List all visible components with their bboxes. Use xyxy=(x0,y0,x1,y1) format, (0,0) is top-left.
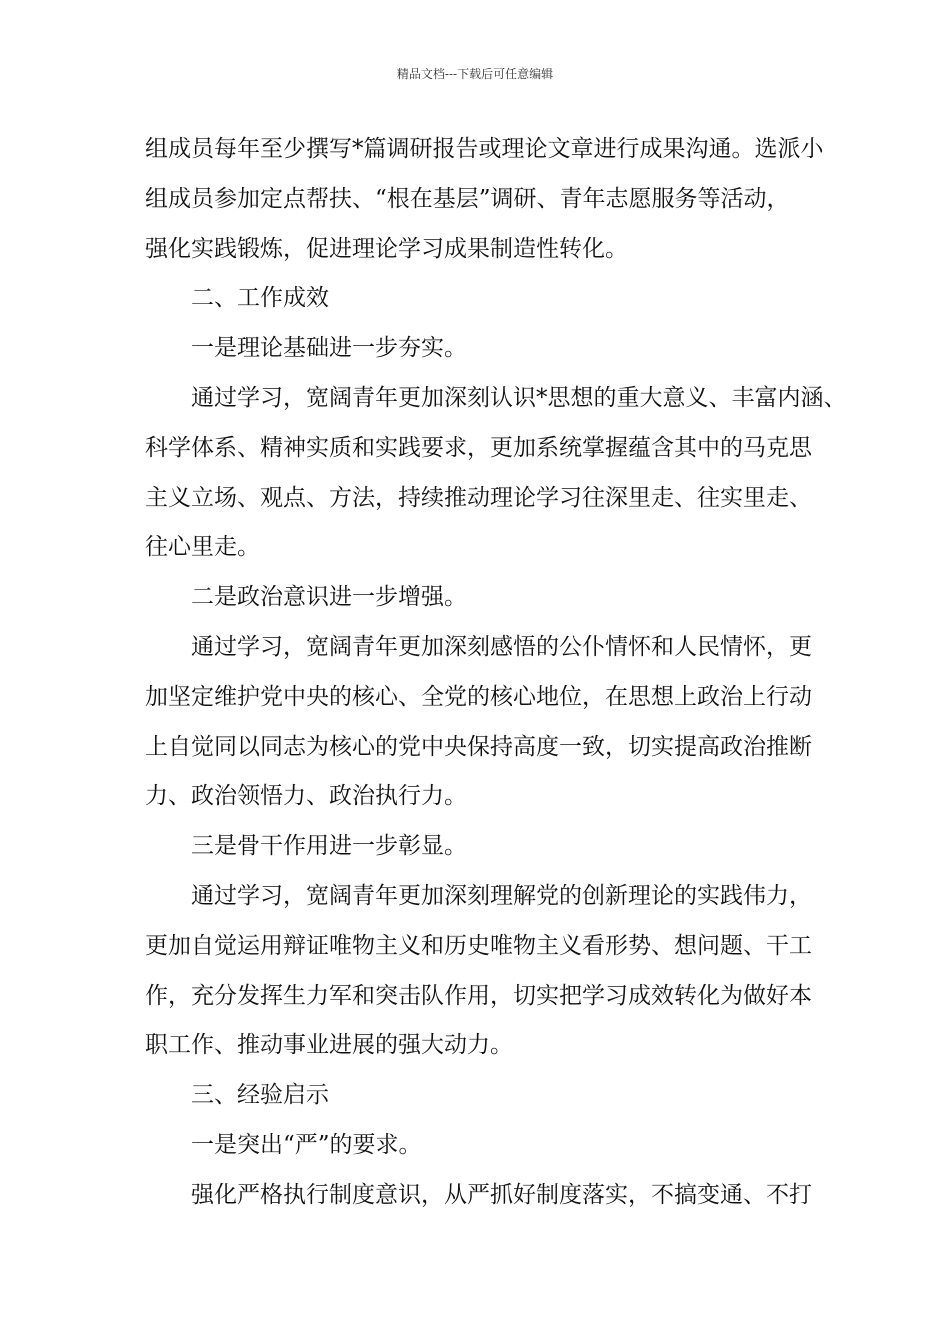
text-line: 通过学习，宽阔青年更加深刻认识*思想的重大意义、丰富内涵、 xyxy=(191,384,847,411)
text-line: 三是骨干作用进一步彰显。 xyxy=(191,833,467,860)
page-header: 精品文档---下载后可任意编辑 xyxy=(396,67,554,81)
text-line: 加坚定维护党中央的核心、全党的核心地位，在思想上政治上行动 xyxy=(145,683,812,710)
text-line: 作，充分发挥生力军和突击队作用，切实把学习成效转化为做好本 xyxy=(145,982,812,1009)
text-line: 一是理论基础进一步夯实。 xyxy=(191,335,467,362)
document-body xyxy=(145,125,847,1221)
text-line: 往心里走。 xyxy=(145,534,260,561)
text-line: 科学体系、精神实质和实践要求，更加系统掌握蕴含其中的马克思 xyxy=(145,434,812,461)
text-line: 更加自觉运用辩证唯物主义和历史唯物主义看形势、想问题、干工 xyxy=(145,932,812,959)
text-line: 主义立场、观点、方法，持续推动理论学习往深里走、往实里走、 xyxy=(145,484,812,511)
text-line: 二、工作成效 xyxy=(191,285,329,312)
text-line: 强化严格执行制度意识，从严抓好制度落实，不搞变通、不打 xyxy=(191,1181,812,1208)
text-line: 职工作、推动事业进展的强大动力。 xyxy=(145,1032,513,1059)
text-line: 通过学习，宽阔青年更加深刻感悟的公仆情怀和人民情怀，更 xyxy=(191,633,812,660)
text-line: 通过学习，宽阔青年更加深刻理解党的创新理论的实践伟力， xyxy=(191,882,812,909)
text-line: 上自觉同以同志为核心的党中央保持高度一致，切实提高政治推断 xyxy=(145,733,812,760)
text-line: 二是政治意识进一步增强。 xyxy=(191,584,467,611)
text-line: 组成员每年至少撰写*篇调研报告或理论文章进行成果沟通。选派小 xyxy=(145,136,824,162)
text-line: 一是突出“严”的要求。 xyxy=(191,1131,422,1158)
text-line: 力、政治领悟力、政治执行力。 xyxy=(145,783,467,810)
text-line: 三、经验启示 xyxy=(191,1082,329,1109)
text-line: 强化实践锻炼，促进理论学习成果制造性转化。 xyxy=(145,235,628,262)
text-line: 组成员参加定点帮扶、“根在基层”调研、青年志愿服务等活动， xyxy=(145,185,790,212)
